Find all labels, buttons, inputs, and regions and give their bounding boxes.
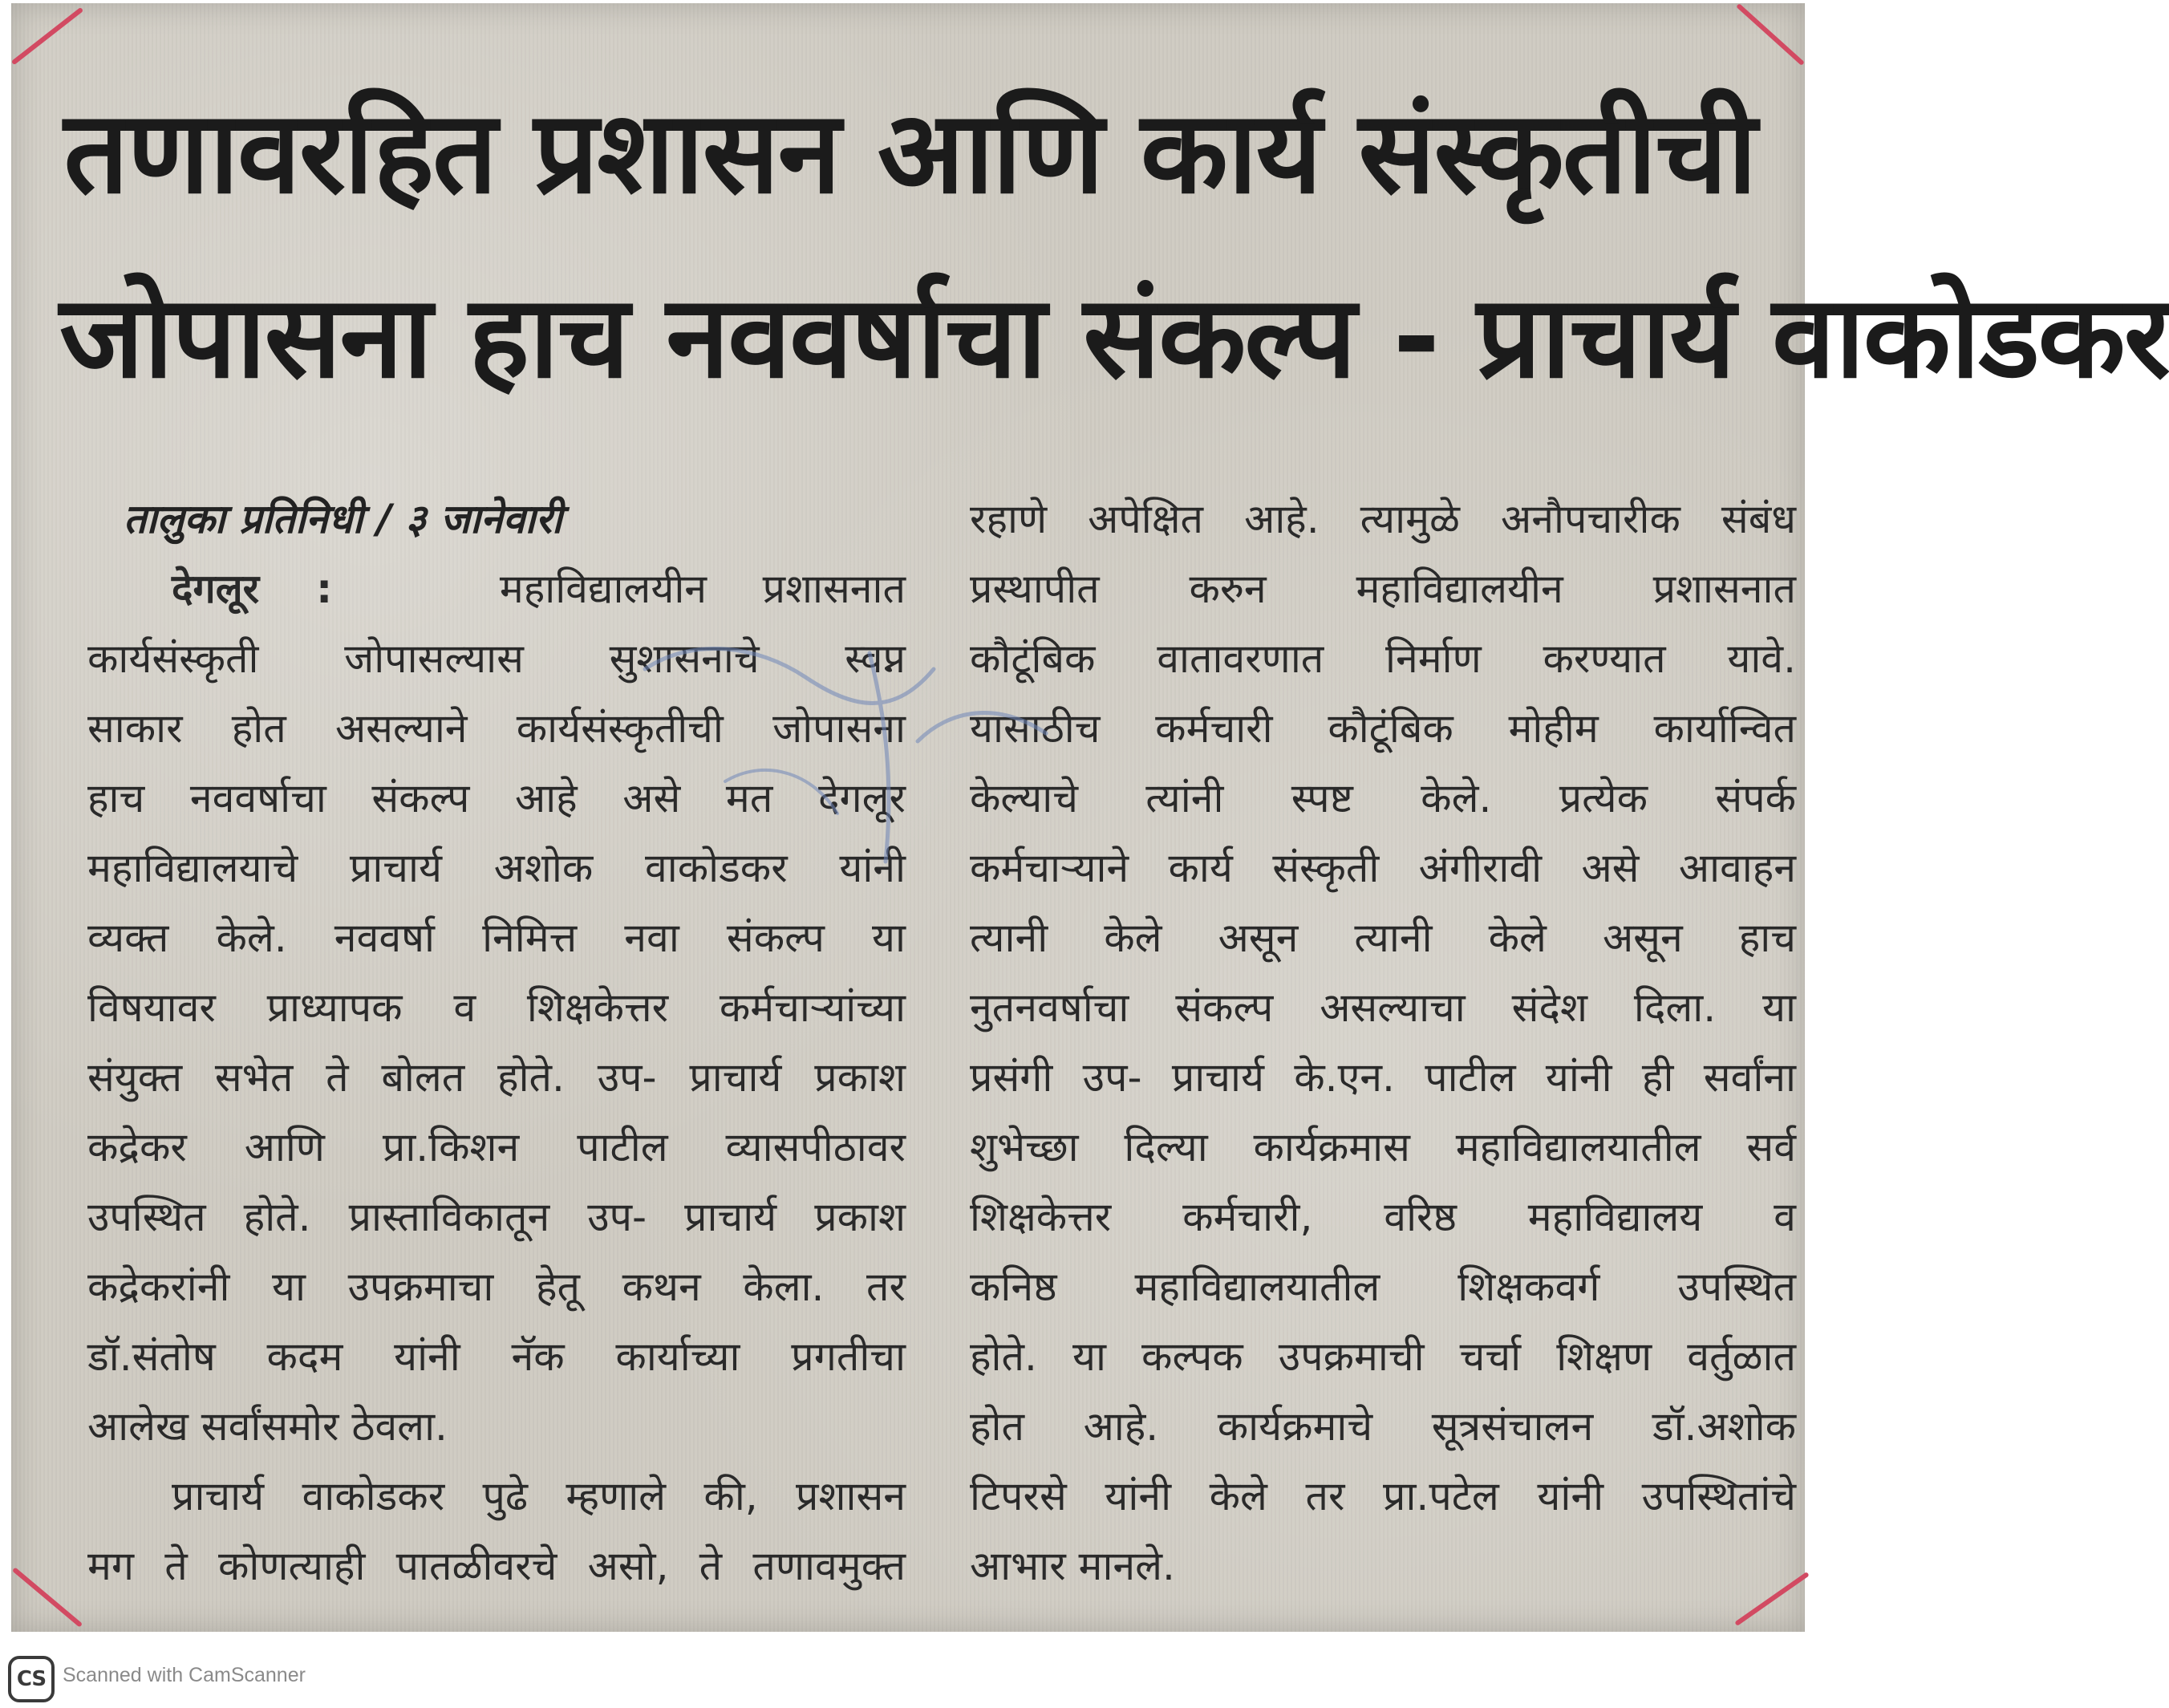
article-right-column bbox=[970, 485, 1796, 1601]
article-line: महाविद्यालयाचे प्राचार्य अशोक वाकोडकर यांनी bbox=[87, 845, 906, 891]
article-line: होते. या कल्पक उपक्रमाची चर्चा शिक्षण वर्तुळात bbox=[970, 1333, 1796, 1380]
article-line: आभार मानले. bbox=[970, 1543, 1175, 1589]
corner-mark-top-right bbox=[1736, 3, 1805, 66]
article-line: नुतनवर्षाचा संकल्प असल्याचा संदेश दिला. या bbox=[970, 984, 1796, 1031]
article-line: प्राचार्य वाकोडकर पुढे म्हणाले की, प्रशासन bbox=[172, 1473, 906, 1519]
article-line: यासाठीच कर्मचारी कौटूंबिक मोहीम कार्यान्वित bbox=[970, 705, 1796, 752]
article-line: प्रसंगी उप- प्राचार्य के.एन. पाटील यांनी ही सर्वांना bbox=[970, 1054, 1796, 1101]
article-line: प्रस्थापीत करुन महाविद्यालयीन प्रशासनात bbox=[970, 566, 1796, 612]
scanner-footer bbox=[0, 1632, 1810, 1708]
headline-line-1: तणावरहित प्रशासन आणि कार्य संस्कृतीची bbox=[63, 87, 1756, 219]
corner-mark-top-left bbox=[11, 7, 83, 65]
dateline: देगलूर : bbox=[172, 566, 333, 612]
article-line: आलेख सर्वांसमोर ठेवला. bbox=[87, 1403, 448, 1450]
article-line: कनिष्ठ महाविद्यालयातील शिक्षकवर्ग उपस्थित bbox=[970, 1264, 1796, 1310]
article-line: केल्याचे त्यांनी स्पष्ट केले. प्रत्येक संपर्क bbox=[970, 775, 1796, 822]
newspaper-clipping bbox=[11, 3, 2169, 1632]
headline-line-2: जोपासना हाच नववर्षाचा संकल्प - प्राचार्य वाकोडकर bbox=[59, 271, 2169, 404]
article-line: साकार होत असल्याने कार्यसंस्कृतीची जोपासना bbox=[87, 705, 906, 752]
article-line bbox=[87, 554, 906, 624]
article-line: हाच नववर्षाचा संकल्प आहे असे मत देगलूर bbox=[87, 775, 906, 822]
article-line: कद्रेकर आणि प्रा.किशन पाटील व्यासपीठावर bbox=[87, 1124, 906, 1170]
article-line: कौटूंबिक वातावरणात निर्माण करण्यात यावे. bbox=[970, 635, 1796, 682]
article-line: संयुक्त सभेत ते बोलत होते. उप- प्राचार्य प्रकाश bbox=[87, 1054, 906, 1101]
corner-mark-bottom-left bbox=[12, 1567, 83, 1627]
camscanner-logo: CS bbox=[8, 1656, 55, 1702]
article-line: शिक्षकेत्तर कर्मचारी, वरिष्ठ महाविद्यालय व bbox=[970, 1194, 1796, 1240]
article-line: टिपरसे यांनी केले तर प्रा.पटेल यांनी उपस्थितांचे bbox=[970, 1473, 1796, 1519]
byline: तालुका प्रतिनिधी / ३ जानेवारी bbox=[124, 496, 562, 542]
camscanner-watermark: Scanned with CamScanner bbox=[63, 1664, 306, 1686]
article-line: उपस्थित होते. प्रास्ताविकातून उप- प्राचार्य प्रकाश bbox=[87, 1194, 906, 1240]
article-line: होत आहे. कार्यक्रमाचे सूत्रसंचालन डॉ.अशोक bbox=[970, 1403, 1796, 1450]
article-line: व्यक्त केले. नववर्षा निमित्त नवा संकल्प या bbox=[87, 915, 906, 961]
article-line: डॉ.संतोष कदम यांनी नॅक कार्याच्या प्रगतीचा bbox=[87, 1333, 906, 1380]
article-line: कद्रेकरांनी या उपक्रमाचा हेतू कथन केला. तर bbox=[87, 1264, 906, 1310]
article-left-column bbox=[87, 485, 906, 1601]
article-line: विषयावर प्राध्यापक व शिक्षकेत्तर कर्मचाऱ्यांच्या bbox=[87, 984, 906, 1031]
article-line-text: महाविद्यालयीन प्रशासनात bbox=[499, 566, 906, 612]
article-line: कार्यसंस्कृती जोपासल्यास सुशासनाचे स्वप्न bbox=[87, 635, 906, 682]
article-line: शुभेच्छा दिल्या कार्यक्रमास महाविद्यालयातील सर्व bbox=[970, 1124, 1796, 1170]
article-line: कर्मचाऱ्याने कार्य संस्कृती अंगीरावी असे आवाहन bbox=[970, 845, 1796, 891]
article-line: मग ते कोणत्याही पातळीवरचे असो, ते तणावमुक्त bbox=[87, 1543, 906, 1589]
article-line: रहाणे अपेक्षित आहे. त्यामुळे अनौपचारीक संबंध bbox=[970, 496, 1796, 542]
article-line: त्यानी केले असून त्यानी केले असून हाच bbox=[970, 915, 1796, 961]
